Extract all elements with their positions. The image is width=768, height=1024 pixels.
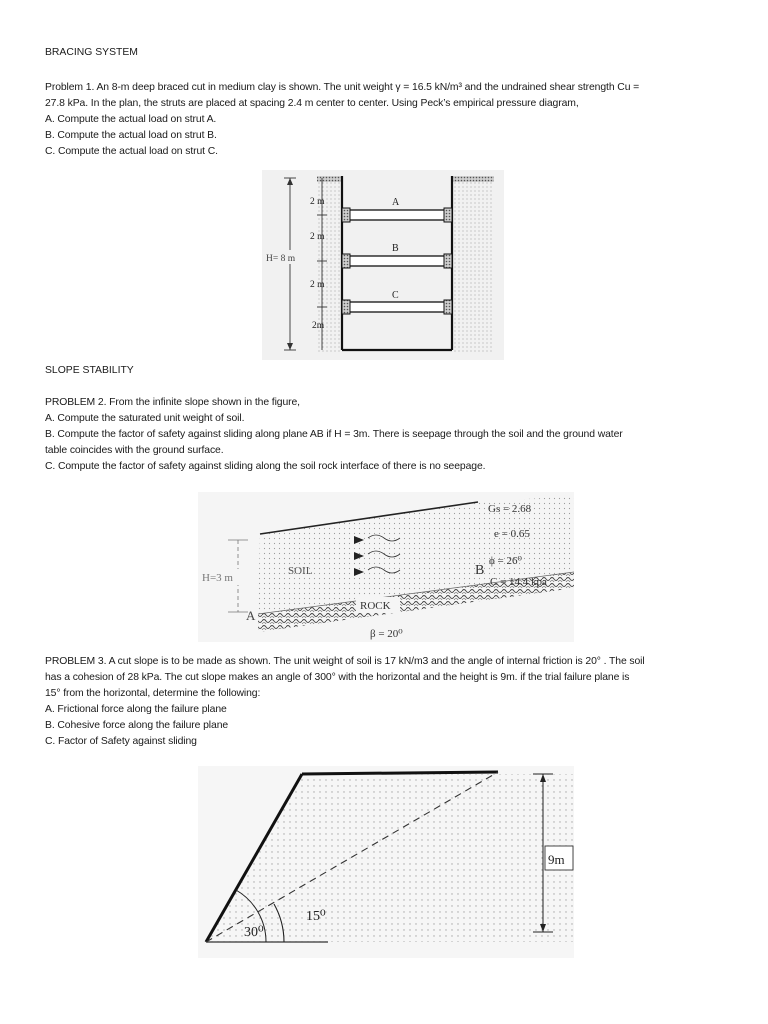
segment-label-2: 2 m [310, 232, 325, 242]
problem-2-part-b: B. Compute the factor of safety against sliding along plane AB if H = 3m. There is seepage through the soil and the ground water [45, 429, 623, 440]
segment-label-1: 2 m [310, 197, 325, 207]
problem-3-line: PROBLEM 3. A cut slope is to be made as shown. The unit weight of soil is 17 kN/m3 and the angle of internal friction is 20° . The soil [45, 656, 645, 667]
problem-3-part-c: C. Factor of Safety against sliding [45, 736, 197, 747]
slope-angle-label: 30⁰ [244, 925, 264, 940]
problem-1-part-b: B. Compute the actual load on strut B. [45, 130, 217, 141]
segment-label-3: 2 m [310, 280, 325, 290]
specific-gravity-label: Gs = 2.68 [488, 503, 532, 515]
strut-a-label: A [392, 197, 400, 208]
section-heading-bracing-system: BRACING SYSTEM [45, 47, 138, 58]
problem-3-part-b: B. Cohesive force along the failure plane [45, 720, 229, 731]
problem-3-line: has a cohesion of 28 kPa. The cut slope makes an angle of 300° with the horizontal and the height is 9m. if the trial failure plane is [45, 672, 630, 683]
rock-label: ROCK [360, 600, 391, 612]
cohesion-label: C = 14.4 kpa [490, 576, 547, 588]
cut-slope-figure [198, 766, 574, 958]
braced-cut-figure [262, 170, 504, 360]
section-heading-slope-stability: SLOPE STABILITY [45, 365, 134, 376]
problem-1-line: Problem 1. An 8-m deep braced cut in medium clay is shown. The unit weight γ = 16.5 kN/m³ and the undrained shear strength Cu = [45, 82, 640, 93]
strut-b-label: B [392, 243, 399, 254]
total-depth-label: H= 8 m [266, 254, 296, 264]
segment-label-4: 2m [312, 321, 325, 331]
problem-1-text [45, 80, 738, 160]
point-a-label: A [246, 608, 256, 623]
failure-angle-label: 15⁰ [306, 909, 326, 924]
strut-c [342, 300, 452, 314]
strut-a [342, 208, 452, 222]
beta-angle-label: β = 20⁰ [370, 628, 403, 640]
problem-1-part-c: C. Compute the actual load on strut C. [45, 146, 218, 157]
problem-2-text [45, 395, 738, 475]
void-ratio-label: e = 0.65 [494, 528, 530, 540]
point-b-label: B [475, 563, 485, 578]
friction-angle-label: ϕ = 26⁰ [489, 555, 522, 567]
strut-b [342, 254, 452, 268]
problem-2-part-a: A. Compute the saturated unit weight of soil. [45, 413, 245, 424]
height-label: 9m [548, 852, 565, 867]
infinite-slope-figure [198, 492, 574, 642]
strut-c-label: C [392, 290, 399, 301]
problem-3-part-a: A. Frictional force along the failure plane [45, 704, 227, 715]
soil-label: SOIL [288, 565, 313, 577]
problem-1-line: 27.8 kPa. In the plan, the struts are placed at spacing 2.4 m center to center. Using Peck’s empirical pressure diagram, [45, 98, 579, 109]
problem-2-line: PROBLEM 2. From the infinite slope shown in the figure, [45, 397, 300, 408]
height-label: H=3 m [202, 572, 233, 584]
problem-2-part-c: C. Compute the factor of safety against sliding along the soil rock interface of there is no seepage. [45, 461, 486, 472]
problem-2-part-b-cont: table coincides with the ground surface. [45, 445, 224, 456]
problem-3-line: 15° from the horizontal, determine the following: [45, 688, 261, 699]
problem-3-text [45, 654, 738, 750]
problem-1-part-a: A. Compute the actual load on strut A. [45, 114, 217, 125]
